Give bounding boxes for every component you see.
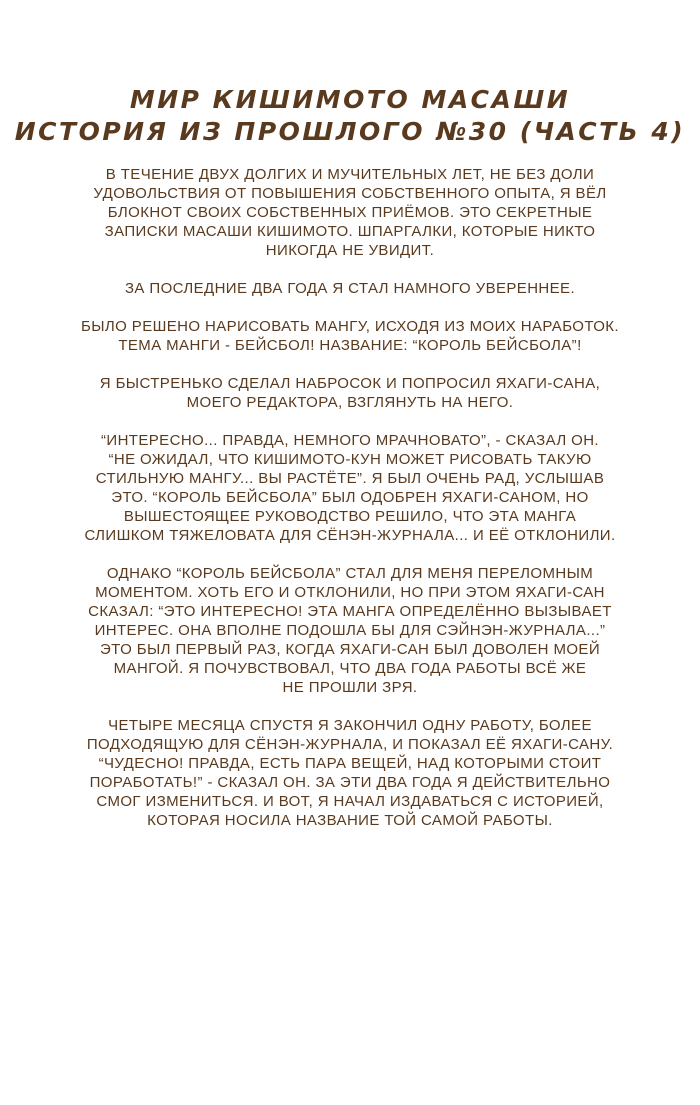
- paragraph-1: [50, 165, 650, 260]
- text-line: МАНГОЙ. Я ПОЧУВСТВОВАЛ, ЧТО ДВА ГОДА РАБОТЫ ВСЁ ЖЕ: [113, 660, 587, 677]
- text-line: ВЫШЕСТОЯЩЕЕ РУКОВОДСТВО РЕШИЛО, ЧТО ЭТА МАНГА: [123, 508, 577, 525]
- page-title: [0, 84, 700, 148]
- text-line: СМОГ ИЗМЕНИТЬСЯ. И ВОТ, Я НАЧАЛ ИЗДАВАТЬСЯ С ИСТОРИЕЙ,: [96, 793, 604, 810]
- title-line-2: ИСТОРИЯ ИЗ ПРОШЛОГО №30 (ЧАСТЬ 4): [14, 117, 686, 146]
- text-line: ЭТО БЫЛ ПЕРВЫЙ РАЗ, КОГДА ЯХАГИ-САН БЫЛ ДОВОЛЕН МОЕЙ: [100, 641, 600, 658]
- text-line: СКАЗАЛ: “ЭТО ИНТЕРЕСНО! ЭТА МАНГА ОПРЕДЕЛЁННО ВЫЗЫВАЕТ: [88, 603, 612, 620]
- text-line: ЧЕТЫРЕ МЕСЯЦА СПУСТЯ Я ЗАКОНЧИЛ ОДНУ РАБОТУ, БОЛЕЕ: [108, 717, 592, 734]
- text-line: БЛОКНОТ СВОИХ СОБСТВЕННЫХ ПРИЁМОВ. ЭТО СЕКРЕТНЫЕ: [107, 204, 593, 221]
- text-line: ЭТО. “КОРОЛЬ БЕЙСБОЛА” БЫЛ ОДОБРЕН ЯХАГИ-САНОМ, НО: [111, 489, 589, 506]
- text-line: ПОДХОДЯЩУЮ ДЛЯ СЁНЭН-ЖУРНАЛА, И ПОКАЗАЛ ЕЁ ЯХАГИ-САНУ.: [86, 736, 614, 753]
- text-line: КОТОРАЯ НОСИЛА НАЗВАНИЕ ТОЙ САМОЙ РАБОТЫ.: [147, 812, 553, 829]
- paragraph-6: [50, 564, 650, 697]
- text-line: ЗАПИСКИ МАСАШИ КИШИМОТО. ШПАРГАЛКИ, КОТОРЫЕ НИКТО: [104, 223, 596, 240]
- text-line: В ТЕЧЕНИЕ ДВУХ ДОЛГИХ И МУЧИТЕЛЬНЫХ ЛЕТ, НЕ БЕЗ ДОЛИ: [105, 166, 595, 183]
- article-body: [50, 165, 650, 849]
- text-line: МОМЕНТОМ. ХОТЬ ЕГО И ОТКЛОНИЛИ, НО ПРИ ЭТОМ ЯХАГИ-САН: [95, 584, 605, 601]
- text-line: “ИНТЕРЕСНО... ПРАВДА, НЕМНОГО МРАЧНОВАТО”, - СКАЗАЛ ОН.: [101, 432, 599, 449]
- text-line: УДОВОЛЬСТВИЯ ОТ ПОВЫШЕНИЯ СОБСТВЕННОГО ОПЫТА, Я ВЁЛ: [93, 185, 607, 202]
- paragraph-5: [50, 431, 650, 545]
- text-line: ОДНАКО “КОРОЛЬ БЕЙСБОЛА” СТАЛ ДЛЯ МЕНЯ ПЕРЕЛОМНЫМ: [106, 565, 594, 582]
- text-line: НЕ ПРОШЛИ ЗРЯ.: [282, 679, 418, 696]
- text-line: “ЧУДЕСНО! ПРАВДА, ЕСТЬ ПАРА ВЕЩЕЙ, НАД КОТОРЫМИ СТОИТ: [98, 755, 602, 772]
- paragraph-3: [50, 317, 650, 355]
- text-line: БЫЛО РЕШЕНО НАРИСОВАТЬ МАНГУ, ИСХОДЯ ИЗ МОИХ НАРАБОТОК.: [80, 318, 619, 335]
- text-line: МОЕГО РЕДАКТОРА, ВЗГЛЯНУТЬ НА НЕГО.: [186, 394, 514, 411]
- text-line: Я БЫСТРЕНЬКО СДЕЛАЛ НАБРОСОК И ПОПРОСИЛ ЯХАГИ-САНА,: [99, 375, 601, 392]
- text-line: НИКОГДА НЕ УВИДИТ.: [265, 242, 435, 259]
- text-line: ЗА ПОСЛЕДНИЕ ДВА ГОДА Я СТАЛ НАМНОГО УВЕРЕННЕЕ.: [124, 280, 576, 297]
- text-line: ИНТЕРЕС. ОНА ВПОЛНЕ ПОДОШЛА БЫ ДЛЯ СЭЙНЭН-ЖУРНАЛА...”: [94, 622, 606, 639]
- text-line: СЛИШКОМ ТЯЖЕЛОВАТА ДЛЯ СЁНЭН-ЖУРНАЛА... И ЕЁ ОТКЛОНИЛИ.: [84, 527, 616, 544]
- text-line: “НЕ ОЖИДАЛ, ЧТО КИШИМОТО-КУН МОЖЕТ РИСОВАТЬ ТАКУЮ: [108, 451, 592, 468]
- paragraph-4: [50, 374, 650, 412]
- text-line: ТЕМА МАНГИ - БЕЙСБОЛ! НАЗВАНИЕ: “КОРОЛЬ БЕЙСБОЛА”!: [118, 337, 582, 354]
- title-line-1: МИР КИШИМОТО МАСАШИ: [129, 85, 571, 114]
- text-line: СТИЛЬНУЮ МАНГУ... ВЫ РАСТЁТЕ”. Я БЫЛ ОЧЕНЬ РАД, УСЛЫШАВ: [95, 470, 605, 487]
- text-line: ПОРАБОТАТЬ!” - СКАЗАЛ ОН. ЗА ЭТИ ДВА ГОДА Я ДЕЙСТВИТЕЛЬНО: [89, 774, 611, 791]
- paragraph-2: [50, 279, 650, 298]
- paragraph-7: [50, 716, 650, 830]
